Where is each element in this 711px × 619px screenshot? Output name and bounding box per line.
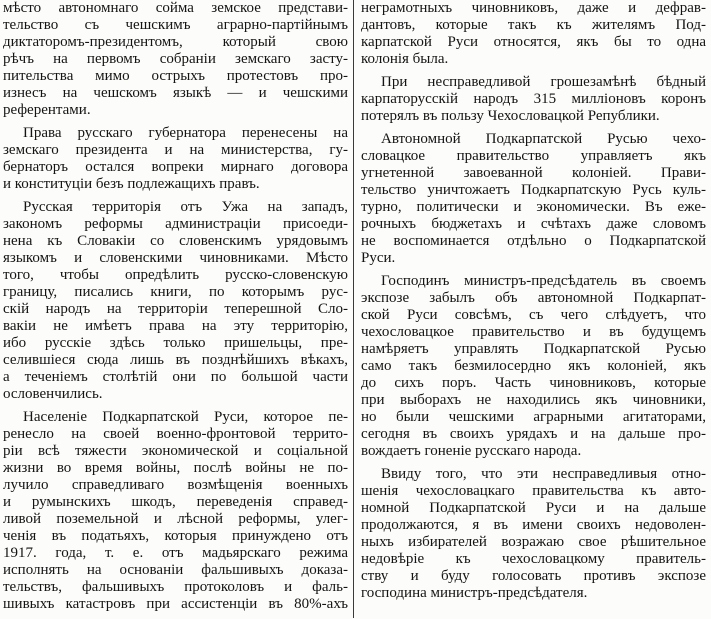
text-line: ченія въ податьяхъ, которыя принуждено отъ bbox=[3, 528, 348, 544]
text-line: исполнять на основаніи фальшивыхъ доказа- bbox=[3, 562, 348, 578]
text-line: ословенчились. bbox=[3, 386, 103, 402]
text-line: ибо русскіе здѣсь только пришельцы, пре- bbox=[3, 335, 348, 351]
text-line: до сихъ поръ. Часть чиновниковъ, которые bbox=[361, 375, 706, 391]
text-line: Господинъ министръ-предсѣдатель въ своемъ bbox=[381, 273, 706, 289]
left-column bbox=[3, 0, 348, 619]
text-line: чехословацкое правительство и въ будущемъ bbox=[361, 324, 706, 340]
text-line: недовѣріе къ чехословацкому правитель- bbox=[361, 551, 706, 567]
text-line: референтами. bbox=[3, 102, 91, 118]
text-line: закономъ реформы администраціи присоеди- bbox=[3, 216, 348, 232]
text-line: Автономной Подкарпатской Русью чехо- bbox=[381, 131, 706, 147]
right-column bbox=[361, 0, 706, 608]
text-line: карпатской Руси относятся, якъ бы то одна bbox=[361, 34, 706, 50]
text-line: бернаторъ остался вопреки мирнаго договора bbox=[3, 159, 348, 175]
paragraph bbox=[361, 466, 706, 602]
text-line: а теченіемъ столѣтій они по большой части bbox=[3, 369, 348, 385]
text-line: Ввиду того, что эти несправедливыя отно- bbox=[381, 466, 706, 482]
text-line: диктаторомъ-президентомъ, который свою bbox=[3, 34, 348, 50]
text-line: карпаторусскій народъ 315 милліоновъ коронъ bbox=[361, 91, 706, 107]
text-line: вакіи не имѣетъ права на эту территорію, bbox=[3, 318, 348, 334]
text-line: и румынскихъ шкодъ, переведенія справед- bbox=[3, 494, 348, 510]
text-line: само такъ безмилосердно якъ колоніей, якъ bbox=[361, 358, 706, 374]
text-line: тельство уничтожаетъ Подкарпатскую Русь куль- bbox=[361, 182, 706, 198]
text-line: продолжаются, я въ имени своихъ недоволен- bbox=[361, 517, 706, 533]
text-line: При несправедливой грошезамѣнѣ бѣдный bbox=[381, 74, 706, 90]
text-line: Населеніе Подкарпатской Руси, которое пе- bbox=[23, 409, 348, 425]
paragraph bbox=[3, 199, 348, 403]
text-line: границу, писались книги, по которымъ рус- bbox=[3, 284, 348, 300]
text-line: ныхъ избирателей возражаю свое рѣшительное bbox=[361, 534, 706, 550]
text-line: 1917. года, т. е. отъ мадьярскаго режима bbox=[3, 545, 348, 561]
paragraph bbox=[361, 74, 706, 125]
text-line: неграмотныхъ чиновниковъ, даже и дефрав- bbox=[361, 0, 706, 16]
text-line: потерялъ въ пользу Чехословацкой Републики. bbox=[361, 108, 660, 124]
text-line: скій народъ на территоріи теперешной Сло- bbox=[3, 301, 348, 317]
text-line: лучило справедливаго возмѣщенія военныхъ bbox=[3, 477, 348, 493]
text-line: жизни во время войны, послѣ войны не по- bbox=[3, 460, 348, 476]
text-line: селившіеся сюда лишь въ позднѣйшихъ вѣкахъ, bbox=[3, 352, 348, 368]
text-line: при выборахъ не находились якъ чиновники, bbox=[361, 392, 706, 408]
text-line: не воспоминается отдѣльно о Подкарпатской bbox=[361, 233, 706, 249]
text-line: сегодня въ своихъ урядахъ и на дальше про- bbox=[361, 426, 706, 442]
text-line: ренесло на своей военно-фронтовой террито- bbox=[3, 426, 348, 442]
paragraph bbox=[361, 273, 706, 460]
paragraph bbox=[3, 0, 348, 119]
text-line: дантовъ, которые такъ къ жителямъ Под- bbox=[361, 17, 706, 33]
text-line: ріи всѣ тяжести экономической и соціальной bbox=[3, 443, 348, 459]
text-line: вождаетъ гоненіе русскаго народа. bbox=[361, 443, 582, 459]
text-line: экспозе забылъ объ автономной Подкарпат- bbox=[361, 290, 706, 306]
text-line: пительства мимо острыхъ протестовъ про- bbox=[3, 68, 348, 84]
paragraph bbox=[3, 409, 348, 613]
text-line: ливой поземельной и лѣсной реформы, улег- bbox=[3, 511, 348, 527]
text-line: и конституціи безъ подлежащихъ правъ. bbox=[3, 176, 260, 192]
text-line: колонія была. bbox=[361, 51, 449, 67]
text-line: языкомъ и словенскими чиновниками. Мѣсто bbox=[3, 250, 348, 266]
text-line: мѣсто автономнаго сойма земское представи- bbox=[3, 0, 348, 16]
text-line: но были чешскими аграрными агитаторами, bbox=[361, 409, 706, 425]
text-line: угнетенной завоеванной колоніей. Прави- bbox=[361, 165, 706, 181]
text-line: ской Руси совсѣмъ, съ чего слѣдуетъ, что bbox=[361, 307, 706, 323]
text-line: Права русскаго губернатора перенесены на bbox=[23, 125, 348, 141]
text-line: земскаго президента и на министерства, гу- bbox=[3, 142, 348, 158]
text-line: турно, политически и экономически. Въ еже- bbox=[361, 199, 706, 215]
text-line: шенія чехословацкаго правительства къ авто- bbox=[361, 483, 706, 499]
text-line: намѣряетъ управлять Подкарпатской Русью bbox=[361, 341, 706, 357]
text-line: номной Подкарпатской Руси и на дальше bbox=[361, 500, 706, 516]
column-divider bbox=[353, 0, 354, 618]
text-line: тельствъ, фальшивыхъ протоколовъ и фаль- bbox=[3, 579, 348, 595]
text-line: изнесъ на чешскомъ языкѣ — и чешскими bbox=[3, 85, 348, 101]
text-line: словацкое правительство управляетъ якъ bbox=[361, 148, 706, 164]
text-line: Русская территорія отъ Ужа на западъ, bbox=[23, 199, 348, 215]
text-line: шивыхъ катастровъ при ассистенціи въ 80%-ахъ bbox=[3, 596, 348, 612]
text-line: рѣчъ на первомъ собраніи земскаго засту- bbox=[3, 51, 348, 67]
text-line: ству и буду голосовать противъ экспозе bbox=[361, 568, 706, 584]
text-line: Руси. bbox=[361, 250, 396, 266]
text-line: господина министръ-предсѣдателя. bbox=[361, 585, 588, 601]
paragraph bbox=[361, 0, 706, 68]
text-line: рочныхъ бюджетахъ и счѣтахъ даже словомъ bbox=[361, 216, 706, 232]
paragraph bbox=[3, 125, 348, 193]
paragraph bbox=[361, 131, 706, 267]
text-line: тельство съ чешскимъ аграрно-партійнымъ bbox=[3, 17, 348, 33]
text-line: нена къ Словакіи со словенскимъ урядовымъ bbox=[3, 233, 348, 249]
text-line: того, чтобы опредѣлить русско-словенскую bbox=[3, 267, 348, 283]
